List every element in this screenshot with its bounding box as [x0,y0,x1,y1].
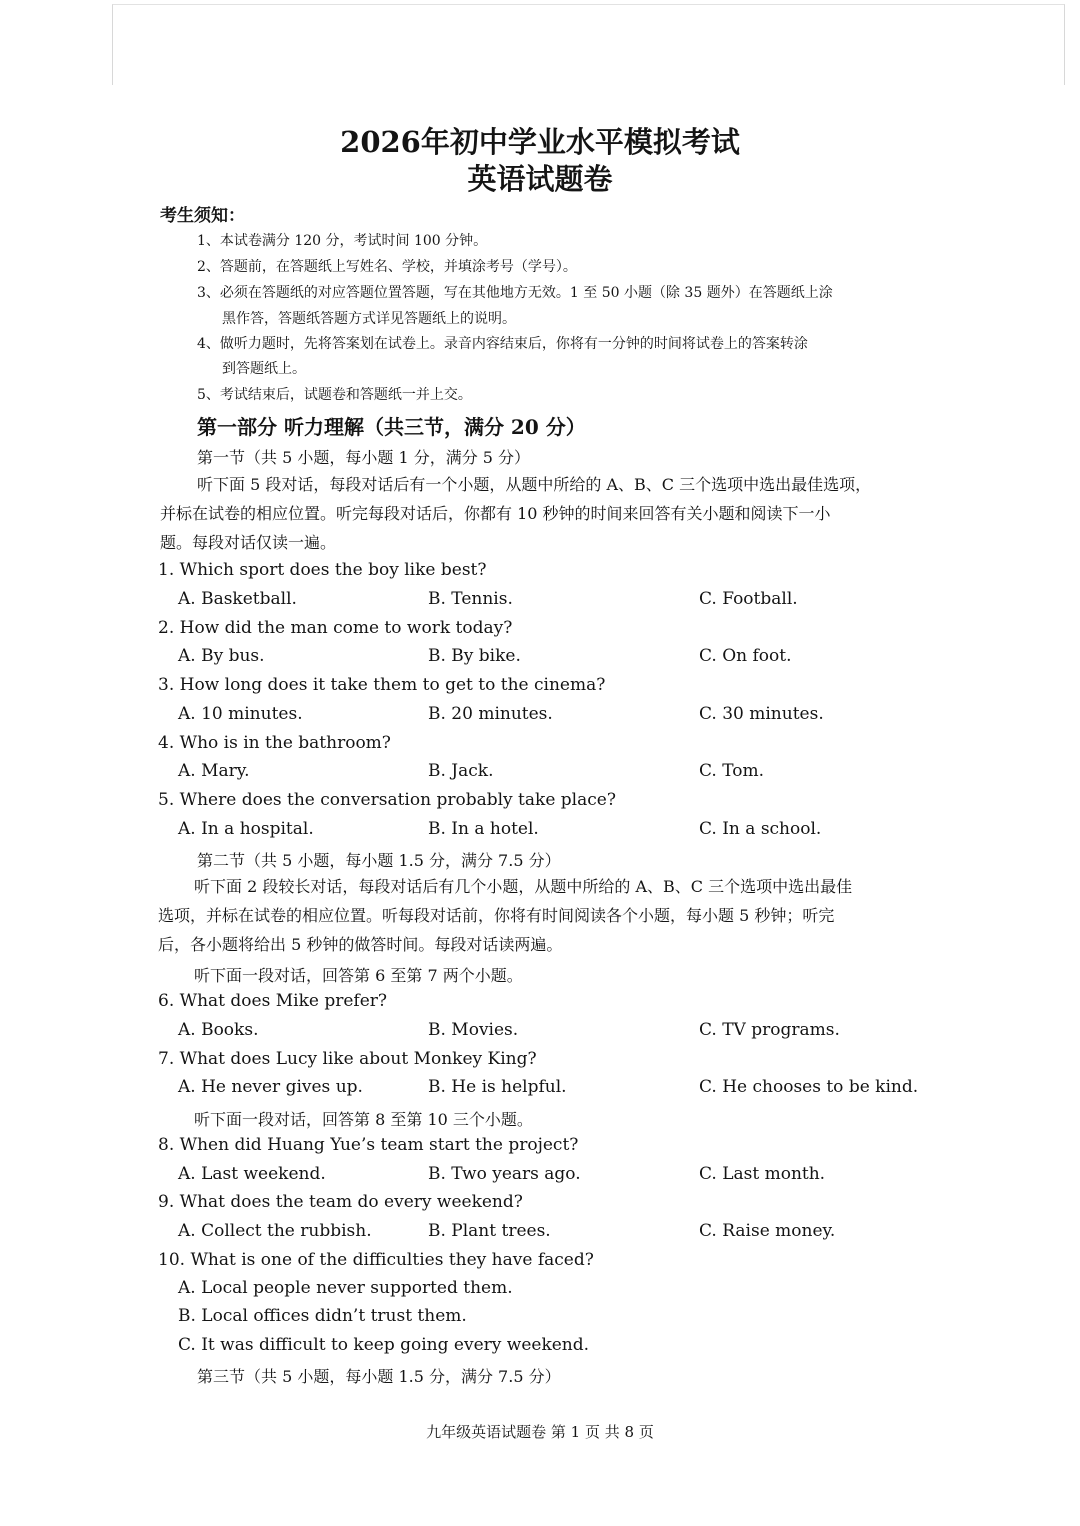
option-a: A. Books. [178,1020,259,1040]
option-a: A. Collect the rubbish. [178,1221,372,1241]
question: 8. When did Huang Yue’s team start the project? [158,1135,579,1155]
page-footer: 九年级英语试题卷 第 1 页 共 8 页 [426,1423,654,1441]
section2-instruction: 后，各小题将给出 5 秒钟的做答时间。每段对话读两遍。 [158,935,563,954]
exam-subtitle: 英语试题卷 [467,162,613,196]
option-c: C. Raise money. [699,1221,836,1241]
section1-heading: 第一节（共 5 小题，每小题 1 分，满分 5 分） [197,448,531,467]
question: 9. What does the team do every weekend? [158,1192,523,1212]
notice-item: 5、考试结束后，试题卷和答题纸一并上交。 [197,387,472,403]
option-b: B. Jack. [428,761,494,781]
option-b: B. 20 minutes. [428,704,553,724]
part1-title: 第一部分 听力理解（共三节，满分 20 分） [197,415,586,439]
section1-instruction: 听下面 5 段对话，每段对话后有一个小题，从题中所给的 A、B、C 三个选项中选出最佳选项， [197,475,872,494]
question: 1. Which sport does the boy like best? [158,560,487,580]
section2-heading: 第二节（共 5 小题，每小题 1.5 分，满分 7.5 分） [197,851,561,870]
section1-instruction: 并标在试卷的相应位置。听完每段对话后，你都有 10 秒钟的时间来回答有关小题和阅读下一小 [160,504,831,523]
exam-title: 2026年初中学业水平模拟考试 [340,125,740,159]
option-c: C. He chooses to be kind. [699,1077,919,1097]
section2-instruction: 选项，并标在试卷的相应位置。听每段对话前，你将有时间阅读各个小题，每小题 5 秒钟；听完 [158,906,835,925]
notice-heading: 考生须知： [160,206,245,226]
notice-item: 到答题纸上。 [222,361,306,377]
option-b: B. Local offices didn’t trust them. [178,1306,467,1326]
option-a: A. Last weekend. [178,1164,326,1184]
option-a: A. 10 minutes. [178,704,303,724]
notice-item: 4、做听力题时，先将答案划在试卷上。录音内容结束后，你将有一分钟的时间将试卷上的答案转涂 [197,336,808,352]
option-c: C. TV programs. [699,1020,840,1040]
question: 10. What is one of the difficulties they have faced? [158,1250,594,1270]
dialog-intro: 听下面一段对话，回答第 8 至第 10 三个小题。 [194,1110,533,1129]
dialog-intro: 听下面一段对话，回答第 6 至第 7 两个小题。 [194,966,523,985]
option-c: C. It was difficult to keep going every weekend. [178,1335,590,1355]
option-c: C. 30 minutes. [699,704,824,724]
option-b: B. By bike. [428,646,521,666]
option-a: A. By bus. [178,646,265,666]
option-a: A. He never gives up. [178,1077,363,1097]
option-b: B. In a hotel. [428,819,539,839]
notice-item: 2、答题前，在答题纸上写姓名、学校，并填涂考号（学号）。 [197,259,577,275]
option-c: C. In a school. [699,819,822,839]
question: 7. What does Lucy like about Monkey King? [158,1049,537,1069]
notice-item: 1、本试卷满分 120 分，考试时间 100 分钟。 [197,233,488,249]
option-b: B. Movies. [428,1020,519,1040]
option-a: A. In a hospital. [178,819,314,839]
option-b: B. Tennis. [428,589,513,609]
section2-instruction: 听下面 2 段较长对话，每段对话后有几个小题，从题中所给的 A、B、C 三个选项中选出最佳 [194,877,853,896]
option-b: B. Two years ago. [428,1164,581,1184]
option-c: C. On foot. [699,646,792,666]
section3-heading: 第三节（共 5 小题，每小题 1.5 分，满分 7.5 分） [197,1367,561,1386]
question: 5. Where does the conversation probably take place? [158,790,616,810]
option-a: A. Mary. [178,761,250,781]
option-c: C. Tom. [699,761,764,781]
question: 4. Who is in the bathroom? [158,733,391,753]
question: 2. How did the man come to work today? [158,618,513,638]
page-frame [112,4,1065,85]
option-a: A. Local people never supported them. [178,1278,513,1298]
option-b: B. Plant trees. [428,1221,551,1241]
question: 6. What does Mike prefer? [158,991,387,1011]
notice-item: 3、必须在答题纸的对应答题位置答题，写在其他地方无效。1 至 50 小题（除 35 题外）在答题纸上涂 [197,285,833,301]
notice-item: 黑作答，答题纸答题方式详见答题纸上的说明。 [222,311,516,327]
option-c: C. Football. [699,589,798,609]
option-c: C. Last month. [699,1164,826,1184]
option-a: A. Basketball. [178,589,297,609]
option-b: B. He is helpful. [428,1077,567,1097]
question: 3. How long does it take them to get to the cinema? [158,675,606,695]
section1-instruction: 题。每段对话仅读一遍。 [160,533,337,552]
